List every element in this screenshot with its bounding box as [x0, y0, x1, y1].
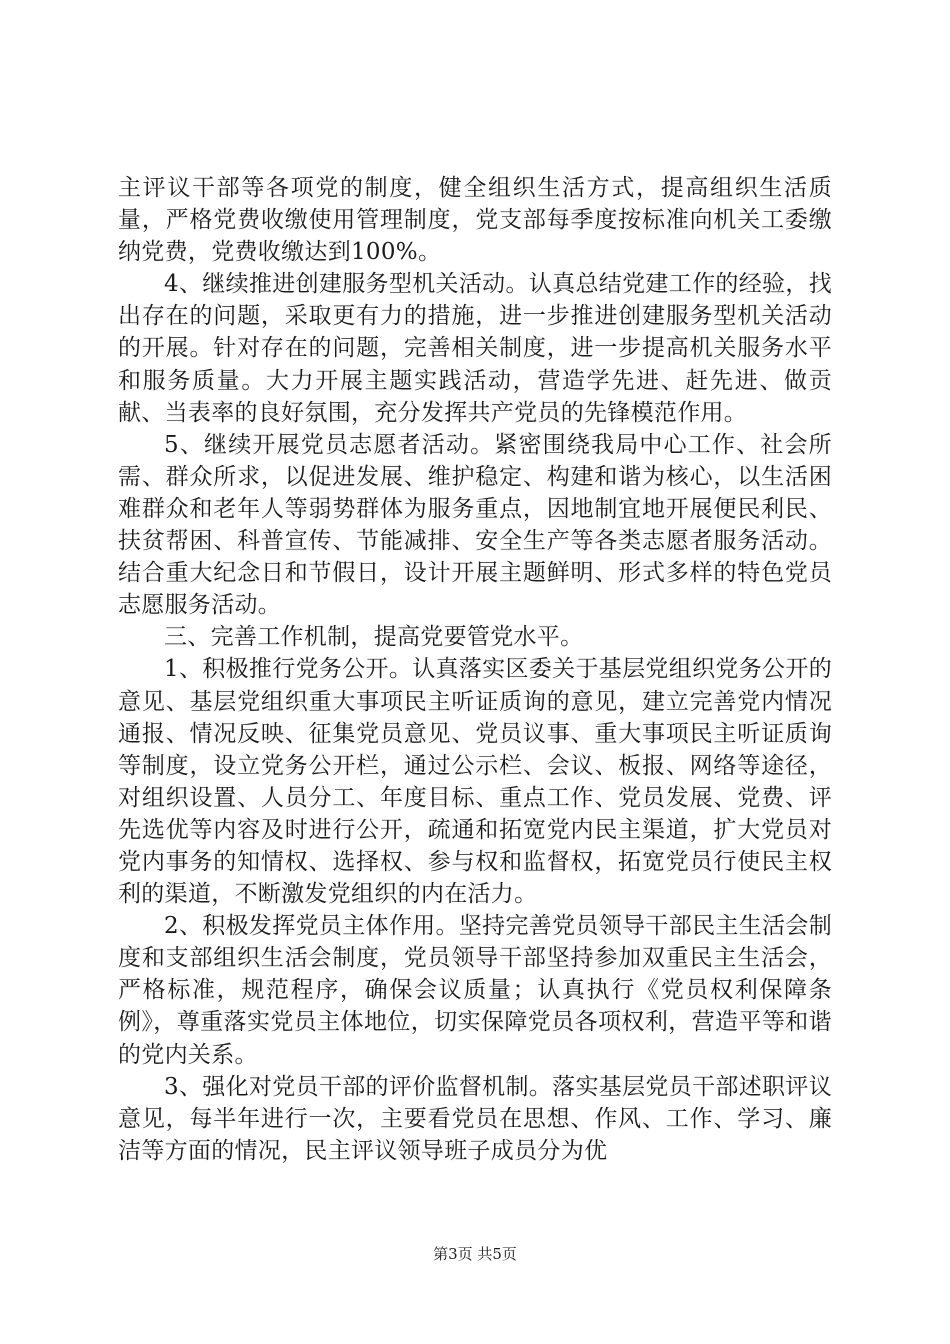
- paragraph-3: 5、继续开展党员志愿者活动。紧密围绕我局中心工作、社会所需、群众所求，以促进发展、维护稳定、构建和谐为核心，以生活困难群众和老年人等弱势群体为服务重点，因地制宜地开展便民利民、扶贫帮困、科普宣传、节能减排、安全生产等各类志愿者服务活动。结合重大纪念日和节假日，设计开展主题鲜明、形式多样的特色党员志愿服务活动。: [118, 431, 832, 619]
- paragraph-1: 主评议干部等各项党的制度，健全组织生活方式，提高组织生活质量，严格党费收缴使用管理制度，党支部每季度按标准向机关工委缴纳党费，党费收缴达到100%。: [118, 175, 832, 266]
- section-heading: 三、完善工作机制，提高党要管党水平。: [164, 624, 584, 651]
- paragraph-2: 4、继续推进创建服务型机关活动。认真总结党建工作的经验，找出存在的问题，采取更有力的措施，进一步推进创建服务型机关活动的开展。针对存在的问题，完善相关制度，进一步提高机关服务水平和服务质量。大力开展主题实践活动，营造学先进、赶先进、做贡献、当表率的良好氛围，充分发挥共产党员的先锋模范作用。: [118, 271, 832, 426]
- page-number-footer: 第3页 共5页: [433, 1245, 517, 1263]
- document-body: [118, 172, 832, 1167]
- paragraph-4: 1、积极推行党务公开。认真落实区委关于基层党组织党务公开的意见、基层党组织重大事项民主听证质询的意见，建立完善党内情况通报、情况反映、征集党员意见、党员议事、重大事项民主听证质询等制度，设立党务公开栏，通过公示栏、会议、板报、网络等途径，对组织设置、人员分工、年度目标、重点工作、党员发展、党费、评先选优等内容及时进行公开，疏通和拓宽党内民主渠道，扩大党员对党内事务的知情权、选择权、参与权和监督权，拓宽党员行使民主权利的渠道，不断激发党组织的内在活力。: [118, 656, 832, 908]
- paragraph-6: 3、强化对党员干部的评价监督机制。落实基层党员干部述职评议意见，每半年进行一次，主要看党员在思想、作风、工作、学习、廉洁等方面的情况，民主评议领导班子成员分为优: [118, 1073, 832, 1164]
- paragraph-5: 2、积极发挥党员主体作用。坚持完善党员领导干部民主生活会制度和支部组织生活会制度，党员领导干部坚持参加双重民主生活会，严格标准，规范程序，确保会议质量；认真执行《党员权利保障条例》，尊重落实党员主体地位，切实保障党员各项权利，营造平等和谐的党内关系。: [118, 913, 832, 1068]
